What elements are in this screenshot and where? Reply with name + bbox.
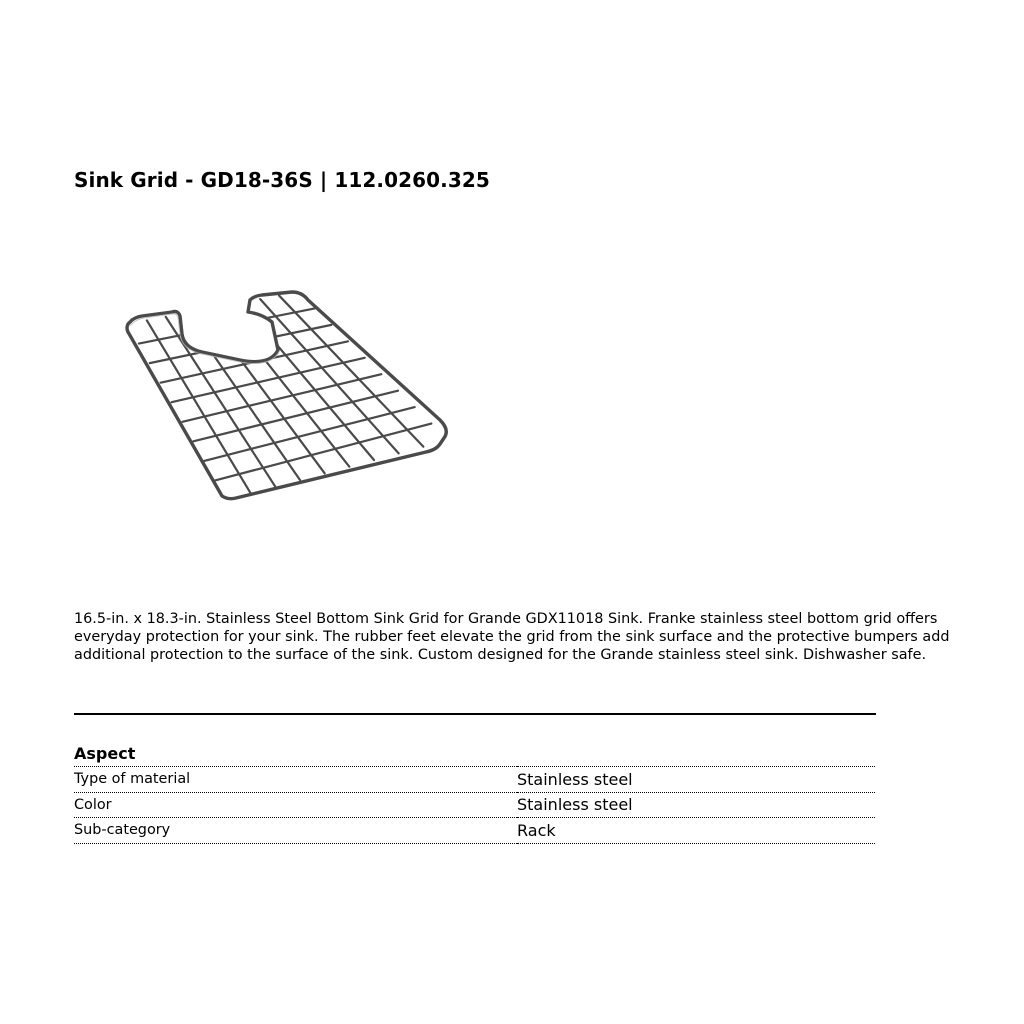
spec-value: Stainless steel	[517, 769, 633, 789]
spec-label: Sub-category	[74, 822, 171, 839]
page-title: Sink Grid - GD18-36S | 112.0260.325	[74, 168, 490, 192]
grid-wire	[150, 325, 332, 363]
spec-row-material	[74, 767, 875, 793]
sink-grid-image	[122, 290, 454, 508]
spec-label: Type of material	[74, 771, 191, 788]
grid-wire	[185, 313, 300, 480]
spec-row-sub-category	[74, 818, 875, 844]
spec-row-color	[74, 792, 875, 818]
aspect-table	[74, 766, 875, 844]
spec-value: Stainless steel	[517, 795, 633, 815]
section-divider	[74, 713, 876, 715]
product-description: 16.5-in. x 18.3-in. Stainless Steel Bottom Sink Grid for Grande GDX11018 Sink. Franke stainless steel bottom grid offers everyday protection for your sink. The rubber feet elevate the grid from the sink surface and the protective bumpers add additional protection to the surface of the sink. Custom designed for the Grande stainless steel sink. Dishwasher safe.	[74, 611, 950, 663]
grid-wire	[147, 320, 251, 493]
spec-value: Rack	[517, 820, 556, 840]
spec-label: Color	[74, 796, 112, 813]
aspect-heading: Aspect	[74, 744, 136, 763]
